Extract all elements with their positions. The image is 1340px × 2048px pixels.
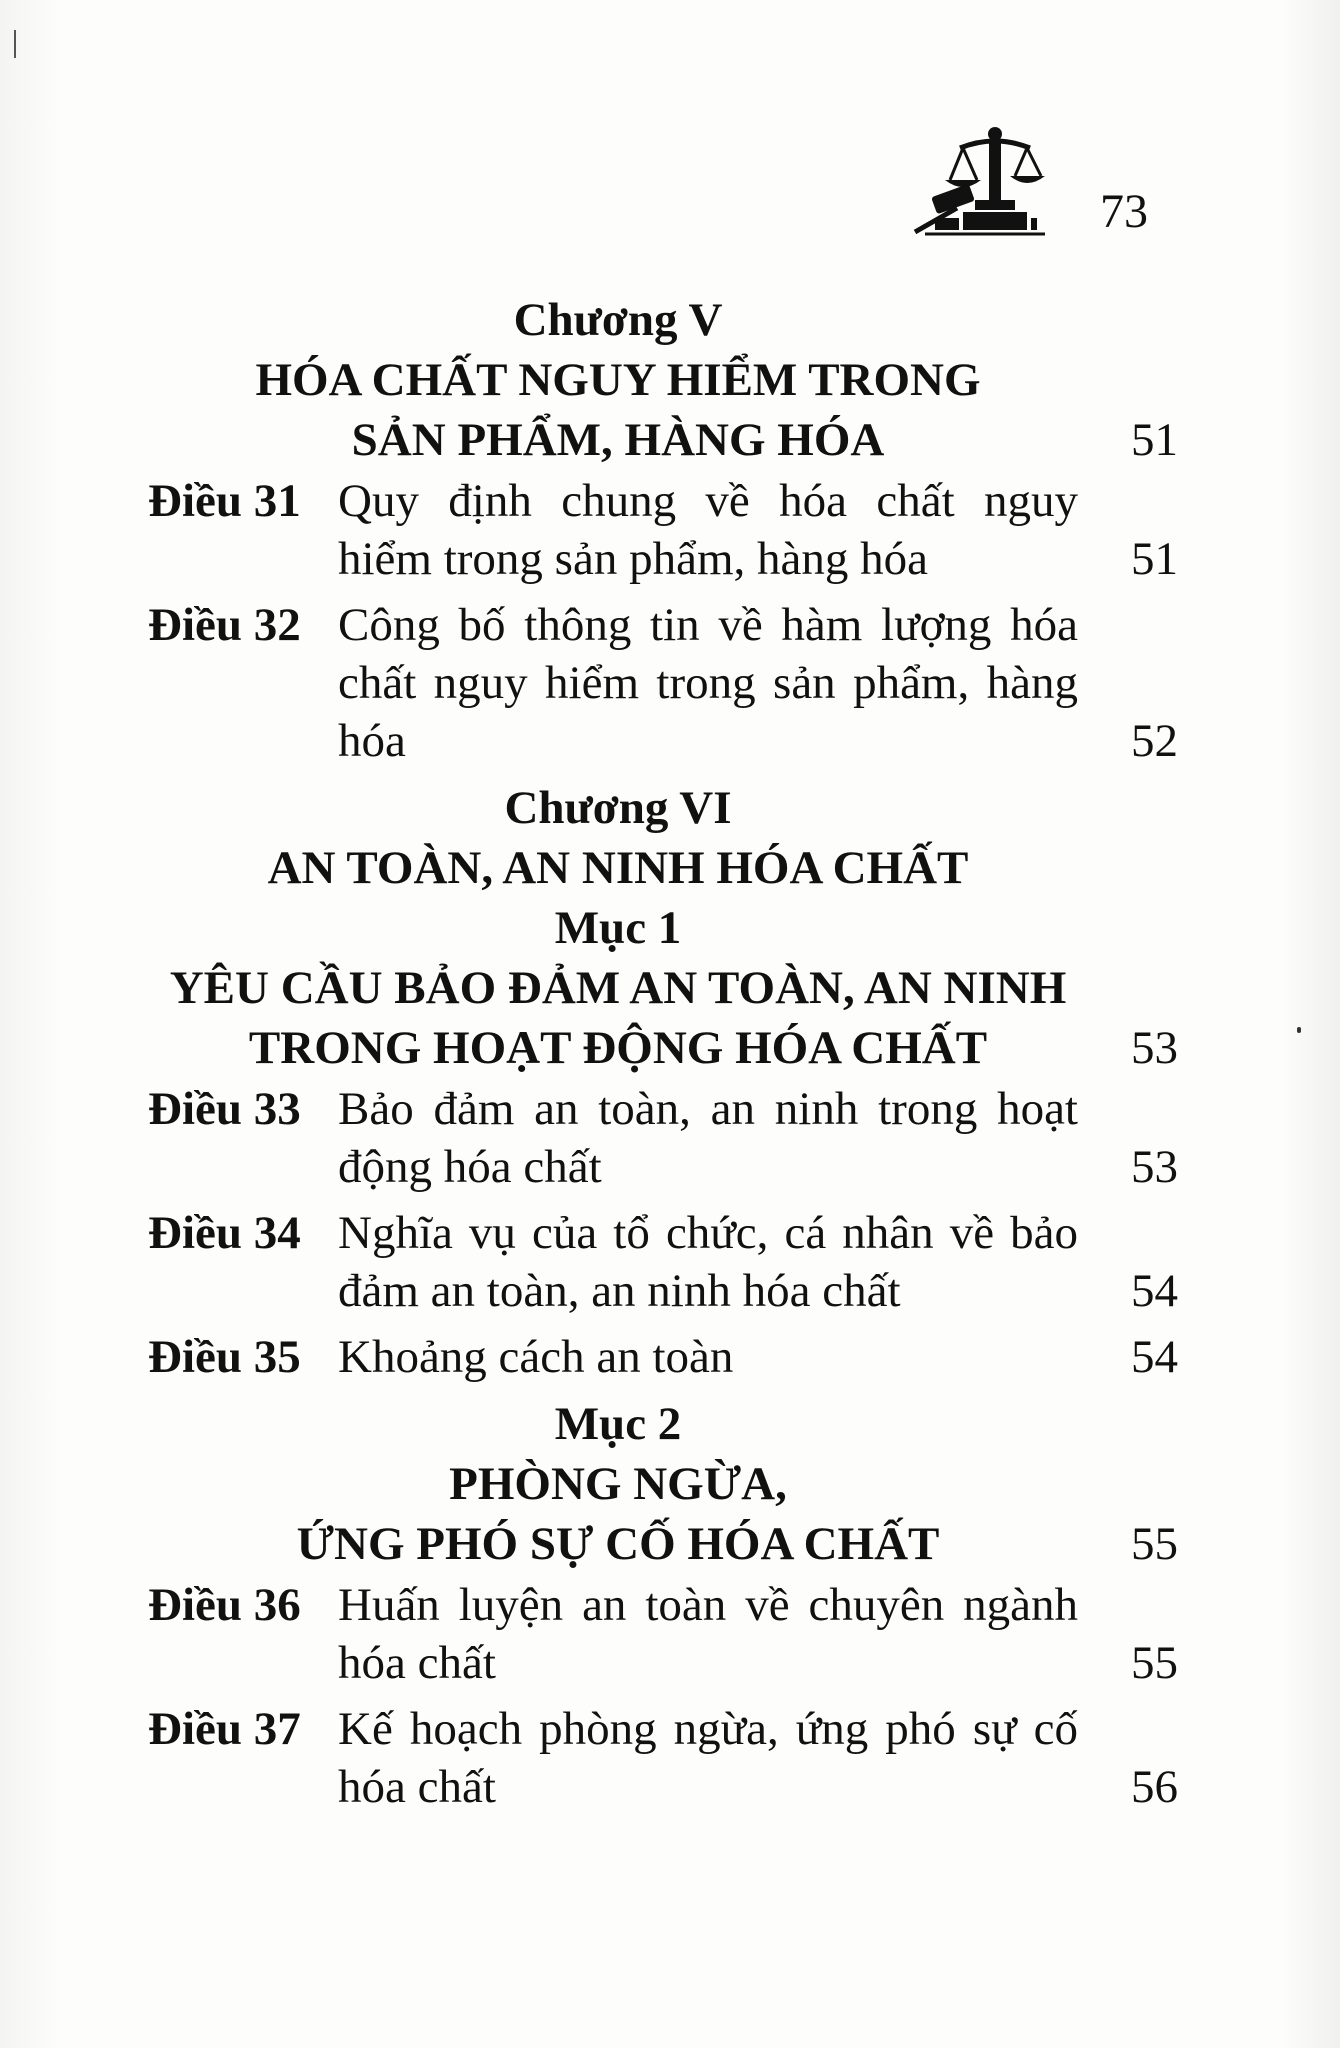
toc-article-title: Công bố thông tin về hàm lượng hóa chất nguy hiểm trong sản phẩm, hàng hóa <box>338 599 1078 767</box>
toc-heading-text <box>148 290 1088 350</box>
toc-article-title: Khoảng cách an toàn <box>338 1331 734 1383</box>
toc-heading-text <box>148 838 1088 898</box>
toc-entry <box>148 1080 1178 1196</box>
toc-page-number: 54 <box>1131 1265 1178 1317</box>
toc-page-number: 54 <box>1131 1331 1178 1383</box>
toc-entry <box>148 1576 1178 1692</box>
toc-heading <box>148 958 1178 1078</box>
toc-page-number: 51 <box>1131 533 1178 585</box>
toc-article-title: Bảo đảm an toàn, an ninh trong hoạt động hóa chất <box>338 1083 1078 1193</box>
toc-heading <box>148 838 1178 898</box>
toc-page-number: 55 <box>1131 1518 1178 1570</box>
toc-article-title: Kế hoạch phòng ngừa, ứng phó sự cố hóa chất <box>338 1703 1078 1813</box>
toc-heading <box>148 350 1178 470</box>
toc-heading-line: Mục 1 <box>554 902 682 954</box>
toc-entry <box>148 472 1178 588</box>
toc-entry <box>148 1328 1178 1386</box>
toc-heading-text <box>148 898 1088 958</box>
toc-heading-line: Mục 2 <box>554 1398 682 1450</box>
toc-article-number: Điều 36 <box>148 1579 301 1631</box>
toc-article-number: Điều 37 <box>148 1703 301 1755</box>
toc-page-number: 52 <box>1131 715 1178 767</box>
toc-entry <box>148 1700 1178 1816</box>
toc-heading-line: Chương V <box>513 294 723 346</box>
toc-heading <box>148 1394 1178 1454</box>
toc-page-number: 53 <box>1131 1022 1178 1074</box>
toc-heading-text <box>148 350 1088 470</box>
toc-article-title: Nghĩa vụ của tổ chức, cá nhân về bảo đảm an toàn, an ninh hóa chất <box>338 1207 1078 1317</box>
toc-page-number: 53 <box>1131 1141 1178 1193</box>
toc-page-number: 55 <box>1131 1637 1178 1689</box>
toc-heading-line: ỨNG PHÓ SỰ CỐ HÓA CHẤT <box>296 1518 940 1570</box>
toc-heading <box>148 778 1178 838</box>
toc-heading-line: PHÒNG NGỪA, <box>449 1458 787 1510</box>
toc-article-number: Điều 32 <box>148 599 301 651</box>
toc-article-number: Điều 34 <box>148 1207 301 1259</box>
scan-edge-mark <box>14 30 16 58</box>
toc-heading-line: YÊU CẦU BẢO ĐẢM AN TOÀN, AN NINH <box>169 962 1067 1014</box>
toc-article-number: Điều 35 <box>148 1331 301 1383</box>
toc-heading-text <box>148 1454 1088 1574</box>
page-number: 73 <box>1100 185 1148 238</box>
toc-entry <box>148 1204 1178 1320</box>
toc-heading <box>148 898 1178 958</box>
scales-of-justice-gavel-icon <box>905 120 1090 245</box>
toc-heading-text <box>148 1394 1088 1454</box>
toc-heading-text <box>148 778 1088 838</box>
toc-heading-line: SẢN PHẨM, HÀNG HÓA <box>351 414 885 466</box>
toc-heading-text <box>148 958 1088 1078</box>
toc-article-number: Điều 33 <box>148 1083 301 1135</box>
toc-page-number: 51 <box>1131 414 1178 466</box>
scan-speck <box>1297 1027 1301 1033</box>
toc-heading-line: Chương VI <box>504 782 732 834</box>
toc-page-number: 56 <box>1131 1761 1178 1813</box>
toc-heading-line: HÓA CHẤT NGUY HIỂM TRONG <box>255 354 981 406</box>
toc-heading <box>148 1454 1178 1574</box>
toc-entry <box>148 596 1178 770</box>
table-of-contents <box>148 290 1178 1824</box>
toc-article-title: Huấn luyện an toàn về chuyên ngành hóa chất <box>338 1579 1078 1689</box>
toc-article-number: Điều 31 <box>148 475 301 527</box>
toc-heading <box>148 290 1178 350</box>
toc-heading-line: AN TOÀN, AN NINH HÓA CHẤT <box>267 842 969 894</box>
toc-article-title: Quy định chung về hóa chất nguy hiểm trong sản phẩm, hàng hóa <box>338 475 1078 585</box>
toc-heading-line: TRONG HOẠT ĐỘNG HÓA CHẤT <box>248 1022 988 1074</box>
